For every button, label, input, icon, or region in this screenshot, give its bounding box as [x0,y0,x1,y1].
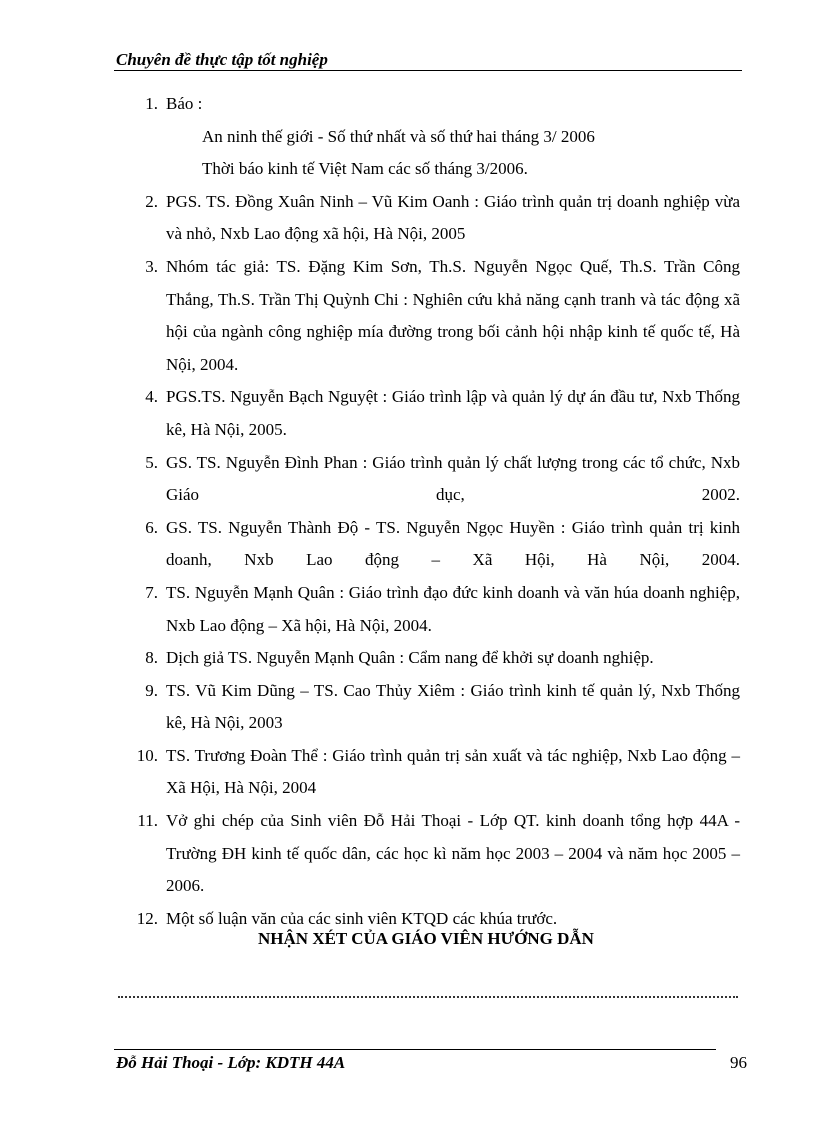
reference-item-9 [132,675,740,740]
reference-item-10 [132,740,740,805]
page-header-title: Chuyên đề thực tập tốt nghiệp [116,50,328,69]
reference-text: Dịch giả TS. Nguyễn Mạnh Quân : Cẩm nang để khởi sự doanh nghiệp. [166,648,654,668]
reference-subitem: Thời báo kinh tế Việt Nam các số tháng 3/2006. [202,159,528,179]
reference-number: 4. [145,387,158,407]
reference-number: 8. [145,648,158,668]
page-number: 96 [730,1053,747,1072]
reference-number: 7. [145,582,158,602]
reference-number: 1. [145,94,158,113]
footer-divider [114,1049,716,1050]
reference-item-7 [132,577,740,642]
reference-body [166,88,740,186]
advisor-comment-heading: NHẬN XÉT CỦA GIÁO VIÊN HƯỚNG DẪN [258,929,594,948]
reference-text: TS. Vũ Kim Dũng – TS. Cao Thủy Xiêm : Giáo trình kinh tế quản lý, Nxb Thống kê, Hà Nội, 2003 [166,680,740,733]
comment-dotted-line [118,996,738,998]
reference-item-8 [132,642,740,675]
reference-list [132,88,740,935]
reference-text: PGS.TS. Nguyễn Bạch Nguyệt : Giáo trình lập và quản lý dự án đầu tư, Nxb Thống kê, Hà Nội, 2005. [166,387,740,439]
reference-text: Một số luận văn của các sinh viên KTQD các khúa trước. [166,908,558,928]
reference-text: Nhóm tác giả: TS. Đặng Kim Sơn, Th.S. Nguyễn Ngọc Quế, Th.S. Trần Công Thắng, Th.S. Trần Thị Quỳnh Chi : Nghiên cứu khả năng cạnh tranh và tác động xã hội của ngành công nghiệp mía đường trong bối cảnh hội nhập kinh tế quốc tế, Hà Nội, 2004. [166,256,740,374]
reference-text: Vở ghi chép của Sinh viên Đỗ Hải Thoại - Lớp QT. kinh doanh tổng hợp 44A - Trường ĐH kinh tế quốc dân, các học kì năm học 2003 – 2004 và năm học 2005 – 2006. [166,811,740,896]
reference-item-6 [132,512,740,577]
header-divider [114,70,742,71]
reference-number: 11. [137,811,158,831]
reference-item-5 [132,447,740,512]
reference-item-1 [132,88,740,186]
reference-number: 2. [145,191,158,211]
reference-item-11 [132,805,740,903]
reference-subitem: An ninh thế giới - Số thứ nhất và số thứ hai tháng 3/ 2006 [202,126,595,146]
reference-item-3 [132,251,740,381]
reference-number: 10. [136,745,158,765]
footer-author: Đỗ Hải Thoại - Lớp: KDTH 44A [116,1053,346,1072]
reference-number: 3. [145,256,158,276]
reference-number: 9. [145,680,158,700]
reference-number: 5. [145,452,158,472]
reference-text: PGS. TS. Đồng Xuân Ninh – Vũ Kim Oanh : Giáo trình quản trị doanh nghiệp vừa và nhỏ, Nxb Lao động xã hội, Hà Nội, 2005 [166,191,740,244]
reference-text: TS. Trương Đoàn Thể : Giáo trình quản trị sản xuất và tác nghiệp, Nxb Lao động – Xã Hội, Hà Nội, 2004 [166,745,740,798]
reference-text: Báo : [166,94,203,113]
reference-text: GS. TS. Nguyễn Thành Độ - TS. Nguyễn Ngọc Huyền : Giáo trình quản trị kinh doanh, Nxb Lao động – Xã Hội, Hà Nội, 2004. [166,517,740,570]
reference-text: TS. Nguyễn Mạnh Quân : Giáo trình đạo đức kinh doanh và văn húa doanh nghiệp, Nxb Lao động – Xã hội, Hà Nội, 2004. [166,582,740,635]
reference-number: 6. [145,517,158,537]
reference-number: 12. [136,908,158,928]
reference-item-2 [132,186,740,251]
reference-item-4 [132,381,740,446]
reference-text: GS. TS. Nguyễn Đình Phan : Giáo trình quản lý chất lượng trong các tổ chức, Nxb Giáo dục, 2002. [166,452,740,505]
